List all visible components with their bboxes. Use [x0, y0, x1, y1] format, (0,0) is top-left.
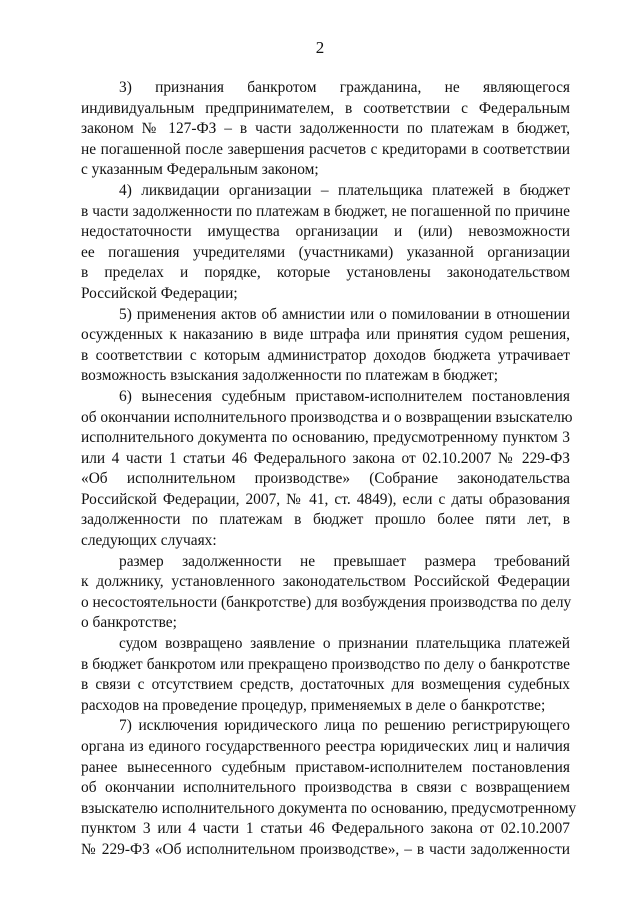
text-line: о несостоятельности (банкротстве) для возбуждения производства по делу — [81, 593, 572, 611]
text-line: 5) применения актов об амнистии или о помиловании в отношении — [119, 305, 570, 323]
text-line: Российской Федерации, 2007, № 41, ст. 4849), если с даты образования — [81, 490, 570, 508]
text-line: об окончании исполнительного производства и о возвращении взыскателю — [81, 408, 573, 426]
paragraph — [81, 181, 570, 305]
text-line: 6) вынесения судебным приставом-исполнителем постановления — [119, 387, 570, 405]
text-line: в бюджет банкротом или прекращено производство по делу о банкротстве — [81, 655, 570, 673]
text-line: Российской Федерации; — [81, 284, 238, 302]
text-line: 4) ликвидации организации – плательщика платежей в бюджет — [119, 181, 570, 199]
text-line: размер задолженности не превышает размера требований — [119, 552, 570, 570]
text-line: в соответствии с которым администратор доходов бюджета утрачивает — [81, 346, 570, 364]
text-line: недостаточности имущества организации и (или) невозможности — [81, 223, 570, 241]
text-line: пунктом 3 или 4 части 1 статьи 46 Федерального закона от 02.10.2007 — [81, 820, 570, 838]
text-line: 3) признания банкротом гражданина, не являющегося — [119, 79, 570, 96]
text-line: задолженности по платежам в бюджет прошло более пяти лет, в — [81, 511, 570, 529]
text-line: не погашенной после завершения расчетов с кредиторами в соответствии — [81, 140, 570, 158]
text-line: взыскателю исполнительного документа по основанию, предусмотренному — [81, 799, 577, 817]
text-line: об окончании исполнительного производства в связи с возвращением — [81, 779, 570, 797]
text-line: законом № 127-ФЗ – в части задолженности по платежам в бюджет, — [81, 120, 570, 138]
text-line: возможность взыскания задолженности по платежам в бюджет; — [81, 367, 498, 385]
text-line: следующих случаях: — [81, 532, 217, 550]
text-line: органа из единого государственного реестра юридических лиц и наличия — [81, 738, 570, 755]
text-line: о банкротстве; — [81, 614, 177, 632]
text-line: № 229-ФЗ «Об исполнительном производстве», – в части задолженности — [81, 840, 570, 858]
text-line: осужденных к наказанию в виде штрафа или принятия судом решения, — [81, 326, 570, 344]
text-line: в части задолженности по платежам в бюджет, не погашенной по причине — [81, 202, 570, 220]
paragraph — [81, 387, 573, 552]
document-body — [81, 78, 577, 861]
text-line: в связи с отсутствием средств, достаточных для возмещения судебных — [81, 676, 570, 694]
text-line: расходов на проведение процедур, применяемых в деле о банкротстве; — [81, 696, 546, 714]
text-line: или 4 части 1 статьи 46 Федерального закона от 02.10.2007 № 229-ФЗ — [81, 449, 570, 467]
paragraph — [81, 634, 570, 716]
text-line: исполнительного документа по основанию, предусмотренному пунктом 3 — [81, 429, 570, 447]
text-line: с указанным Федеральным законом; — [81, 161, 319, 179]
paragraph — [81, 552, 570, 634]
page-number: 2 — [315, 38, 325, 57]
text-line: судом возвращено заявление о признании плательщика платежей — [119, 635, 570, 653]
text-line: в пределах и порядке, которые установлены законодательством — [81, 264, 570, 282]
text-line: ранее вынесенного судебным приставом-исполнителем постановления — [81, 758, 570, 776]
text-line: ее погашения учредителями (участниками) указанной организации — [81, 243, 570, 261]
paragraph — [81, 305, 570, 387]
text-line: 7) исключения юридического лица по решению регистрирующего — [119, 717, 570, 735]
text-line: к должнику, установленного законодательством Российской Федерации — [81, 573, 570, 591]
paragraph — [81, 78, 570, 181]
text-line: «Об исполнительном производстве» (Собрание законодательства — [81, 470, 570, 488]
paragraph — [81, 716, 577, 860]
text-line: индивидуальным предпринимателем, в соответствии с Федеральным — [81, 99, 570, 117]
